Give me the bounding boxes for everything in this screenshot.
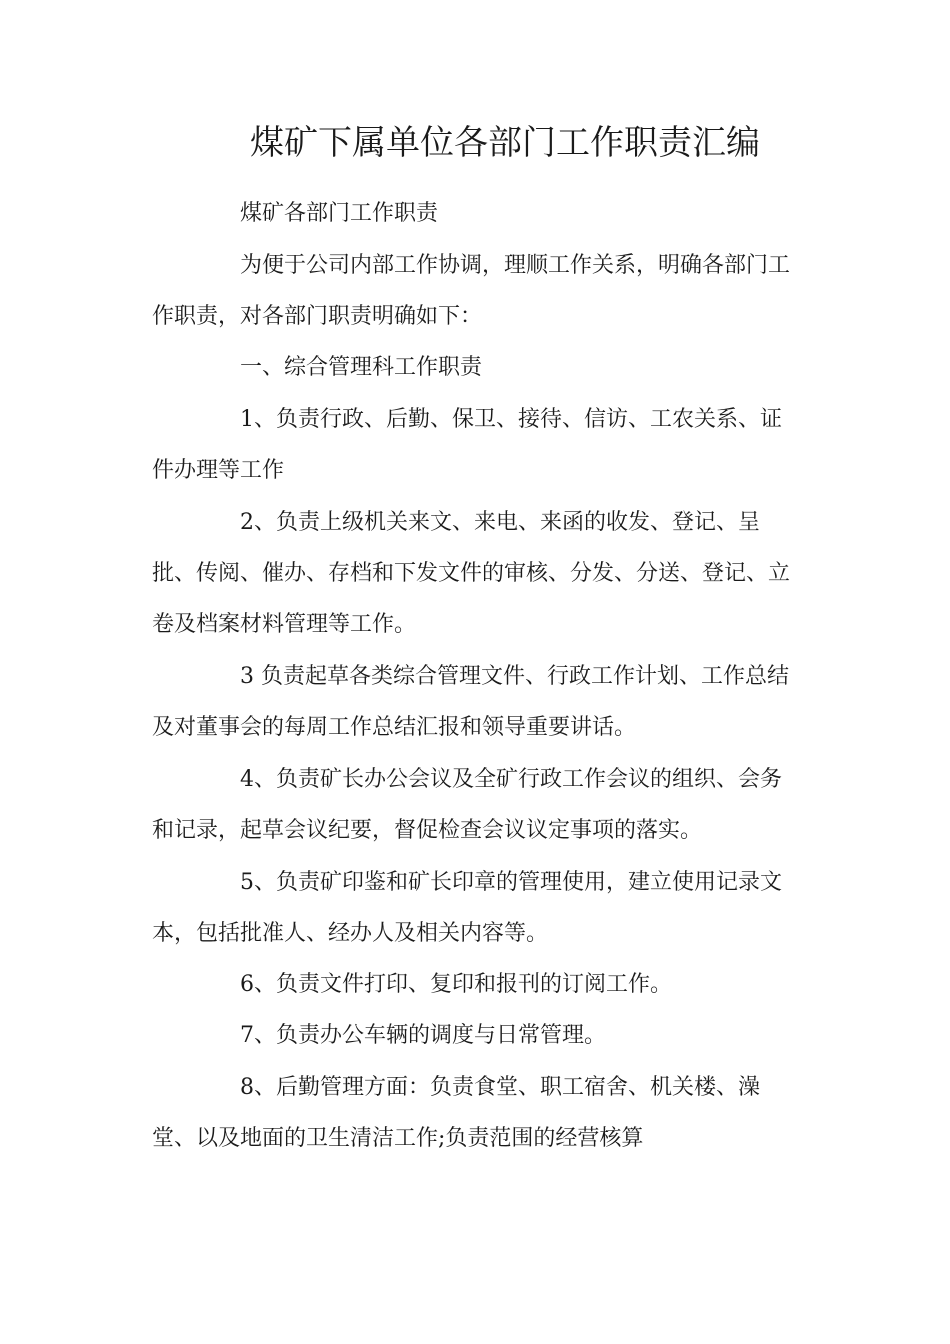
document-subtitle: 煤矿各部门工作职责 (240, 201, 439, 226)
intro-line-1: 为便于公司内部工作协调，理顺工作关系，明确各部门工 (240, 253, 791, 278)
item-8-line-1: 8、后勤管理方面：负责食堂、职工宿舍、机关楼、澡 (240, 1075, 760, 1100)
item-8-line-2: 堂、以及地面的卫生清洁工作;负责范围的经营核算 (152, 1126, 644, 1151)
item-6-line-1: 6、负责文件打印、复印和报刊的订阅工作。 (240, 972, 672, 997)
item-1-line-2: 件办理等工作 (152, 458, 285, 483)
item-4-line-1: 4、负责矿长办公会议及全矿行政工作会议的组织、会务 (240, 767, 782, 792)
item-7-line-1: 7、负责办公车辆的调度与日常管理。 (240, 1023, 606, 1048)
item-2-line-2: 批、传阅、催办、存档和下发文件的审核、分发、分送、登记、立 (152, 561, 791, 586)
item-3-line-2: 及对董事会的每周工作总结汇报和领导重要讲话。 (152, 715, 637, 740)
item-2-line-1: 2、负责上级机关来文、来电、来函的收发、登记、呈 (240, 510, 760, 535)
item-5-line-1: 5、负责矿印鉴和矿长印章的管理使用，建立使用记录文 (240, 870, 782, 895)
item-3-line-1: 3 负责起草各类综合管理文件、行政工作计划、工作总结 (240, 664, 789, 689)
intro-line-2: 作职责，对各部门职责明确如下： (152, 304, 483, 329)
item-2-line-3: 卷及档案材料管理等工作。 (152, 612, 417, 637)
item-5-line-2: 本，包括批准人、经办人及相关内容等。 (152, 921, 549, 946)
document-title: 煤矿下属单位各部门工作职责汇编 (250, 123, 760, 163)
item-4-line-2: 和记录，起草会议纪要，督促检查会议议定事项的落实。 (152, 818, 703, 843)
section-heading: 一、综合管理科工作职责 (240, 355, 483, 380)
item-1-line-1: 1、负责行政、后勤、保卫、接待、信访、工农关系、证 (240, 407, 782, 432)
